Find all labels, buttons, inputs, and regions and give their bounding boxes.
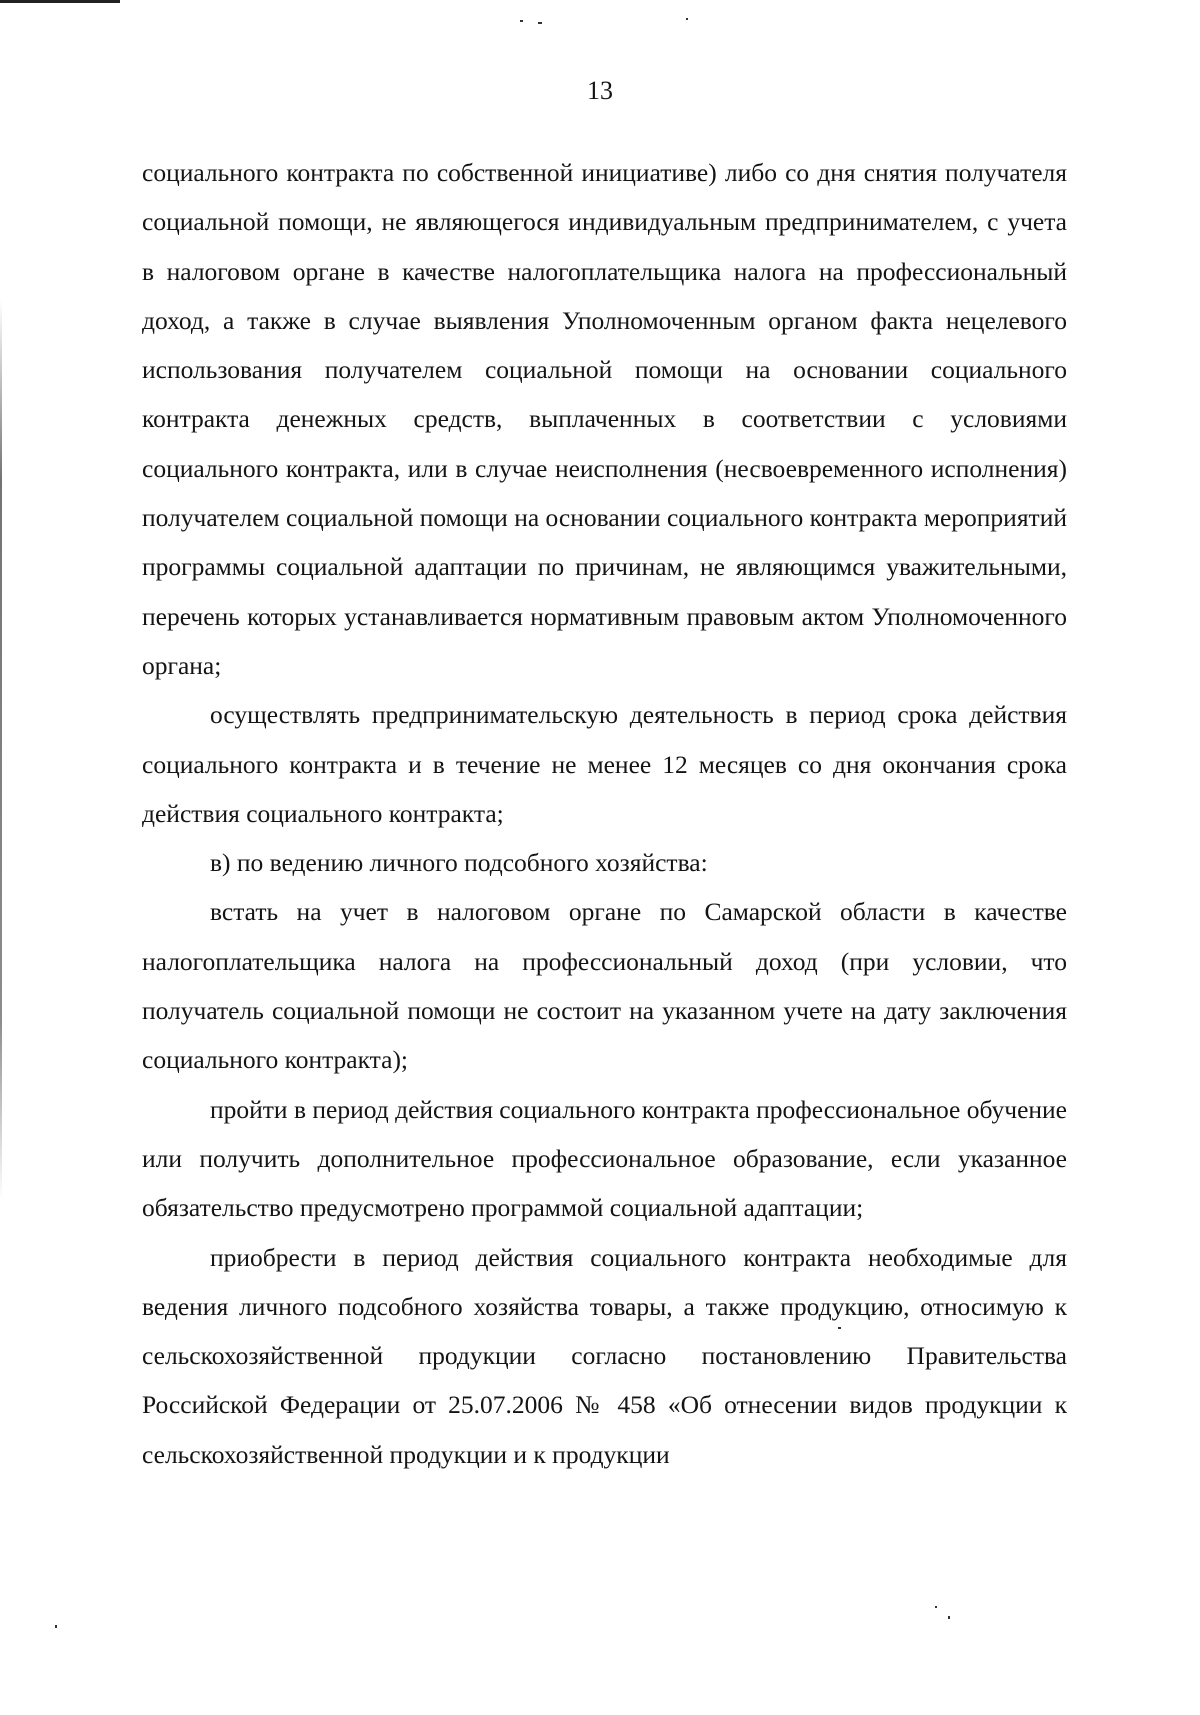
scan-dot <box>935 1606 937 1608</box>
scan-dot <box>55 1625 57 1628</box>
paragraph: приобрести в период действия социального контракта необходимые для ведения личного подсобного хозяйства товары, а также продукцию, относимую к сельскохозяйственной продукции согласно постановлению Правительства Российской Федерации от 25.07.2006 № 458 «Об отнесении видов продукции к сельскохозяйственной продукции и к продукции <box>142 1242 1067 1469</box>
scan-artifact-left-edge <box>0 300 2 1200</box>
scan-dot <box>948 1616 950 1619</box>
scan-dot <box>686 18 688 20</box>
paragraph: встать на учет в налоговом органе по Самарской области в качестве налогоплательщика налога на профессиональный доход (при условии, что получатель социальной помощи не состоит на указанном учете на дату заключения социального контракта); <box>142 897 1067 1075</box>
scan-artifact-top <box>0 0 120 3</box>
body-text <box>142 148 1067 1479</box>
paragraph: социального контракта по собственной инициативе) либо со дня снятия получателя социальной помощи, не являющегося индивидуальным предпринимателем, с учета в налоговом органе в качестве налогоплательщика налога на профессиональный доход, а также в случае выявления Уполномоченным органом факта нецелевого использования получателем социальной помощи на основании социального контракта денежных средств, выплаченных в соответствии с условиями социального контракта, или в случае неисполнения (несвоевременного исполнения) получателем социальной помощи на основании социального контракта мероприятий программы социальной адаптации по причинам, не являющимся уважительными, перечень которых устанавливается нормативным правовым актом Уполномоченного органа; <box>142 158 1067 680</box>
paragraph: осуществлять предпринимательскую деятельность в период срока действия социального контракта и в течение не менее 12 месяцев со дня окончания срока действия социального контракта; <box>142 700 1067 828</box>
paragraph: пройти в период действия социального контракта профессиональное обучение или получить дополнительное профессиональное образование, если указанное обязательство предусмотрено программой социальной адаптации; <box>142 1094 1067 1223</box>
paragraph: в) по ведению личного подсобного хозяйства: <box>210 848 708 878</box>
scan-dot <box>538 22 542 24</box>
scan-dot <box>520 20 523 22</box>
page-number: 13 <box>587 76 613 105</box>
